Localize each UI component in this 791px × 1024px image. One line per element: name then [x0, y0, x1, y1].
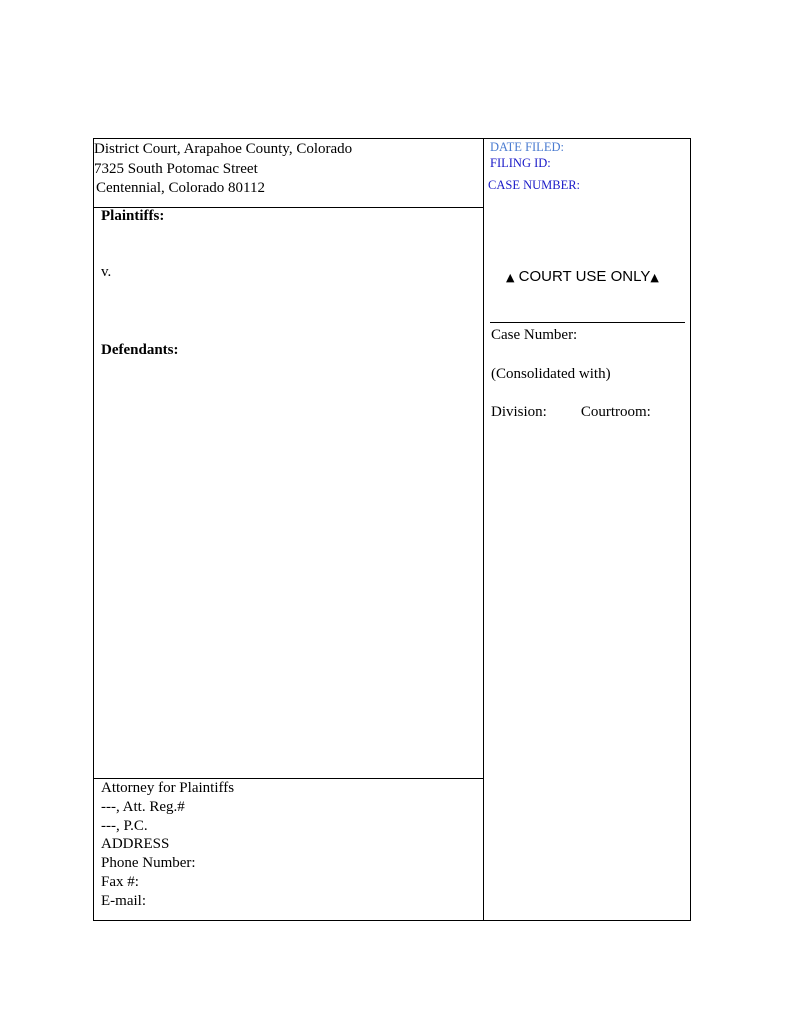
plaintiffs-label: Plaintiffs: [101, 208, 165, 224]
date-filed-label: DATE FILED: [490, 140, 564, 154]
attorney-email: E-mail: [101, 892, 146, 909]
attorney-reg: ---, Att. Reg.# [101, 798, 185, 815]
caption-right-column [484, 139, 690, 920]
attorney-firm: ---, P.C. [101, 817, 148, 834]
division-courtroom-row [491, 404, 651, 421]
parties-block [94, 208, 483, 779]
case-number-label: Case Number: [491, 327, 578, 343]
court-name: District Court, Arapahoe County, Colorado [94, 141, 353, 157]
triangle-left-icon: ▲ [506, 271, 515, 284]
caption-left-column [94, 139, 484, 920]
case-caption-box [93, 138, 691, 921]
court-use-only-label [506, 268, 659, 285]
attorney-phone: Phone Number: [101, 855, 196, 872]
triangle-right-icon: ▲ [650, 271, 659, 284]
attorney-title: Attorney for Plaintiffs [101, 780, 235, 796]
court-use-divider [490, 322, 685, 323]
division-label: Division: [491, 404, 547, 420]
attorney-fax: Fax #: [101, 873, 139, 890]
stamp-case-number-label: CASE NUMBER: [488, 178, 581, 192]
filing-id-label: FILING ID: [490, 156, 551, 170]
court-city: Centennial, Colorado 80112 [96, 180, 265, 196]
versus-label: v. [101, 264, 112, 280]
defendants-label: Defendants: [101, 342, 179, 358]
courtroom-label: Courtroom: [580, 404, 651, 420]
attorney-address: ADDRESS [101, 836, 170, 853]
consolidated-label: (Consolidated with) [491, 366, 611, 382]
court-use-only-text: COURT USE ONLY [514, 268, 651, 285]
court-address-block [94, 139, 483, 208]
attorney-block [101, 779, 481, 911]
court-street: 7325 South Potomac Street [94, 160, 258, 177]
